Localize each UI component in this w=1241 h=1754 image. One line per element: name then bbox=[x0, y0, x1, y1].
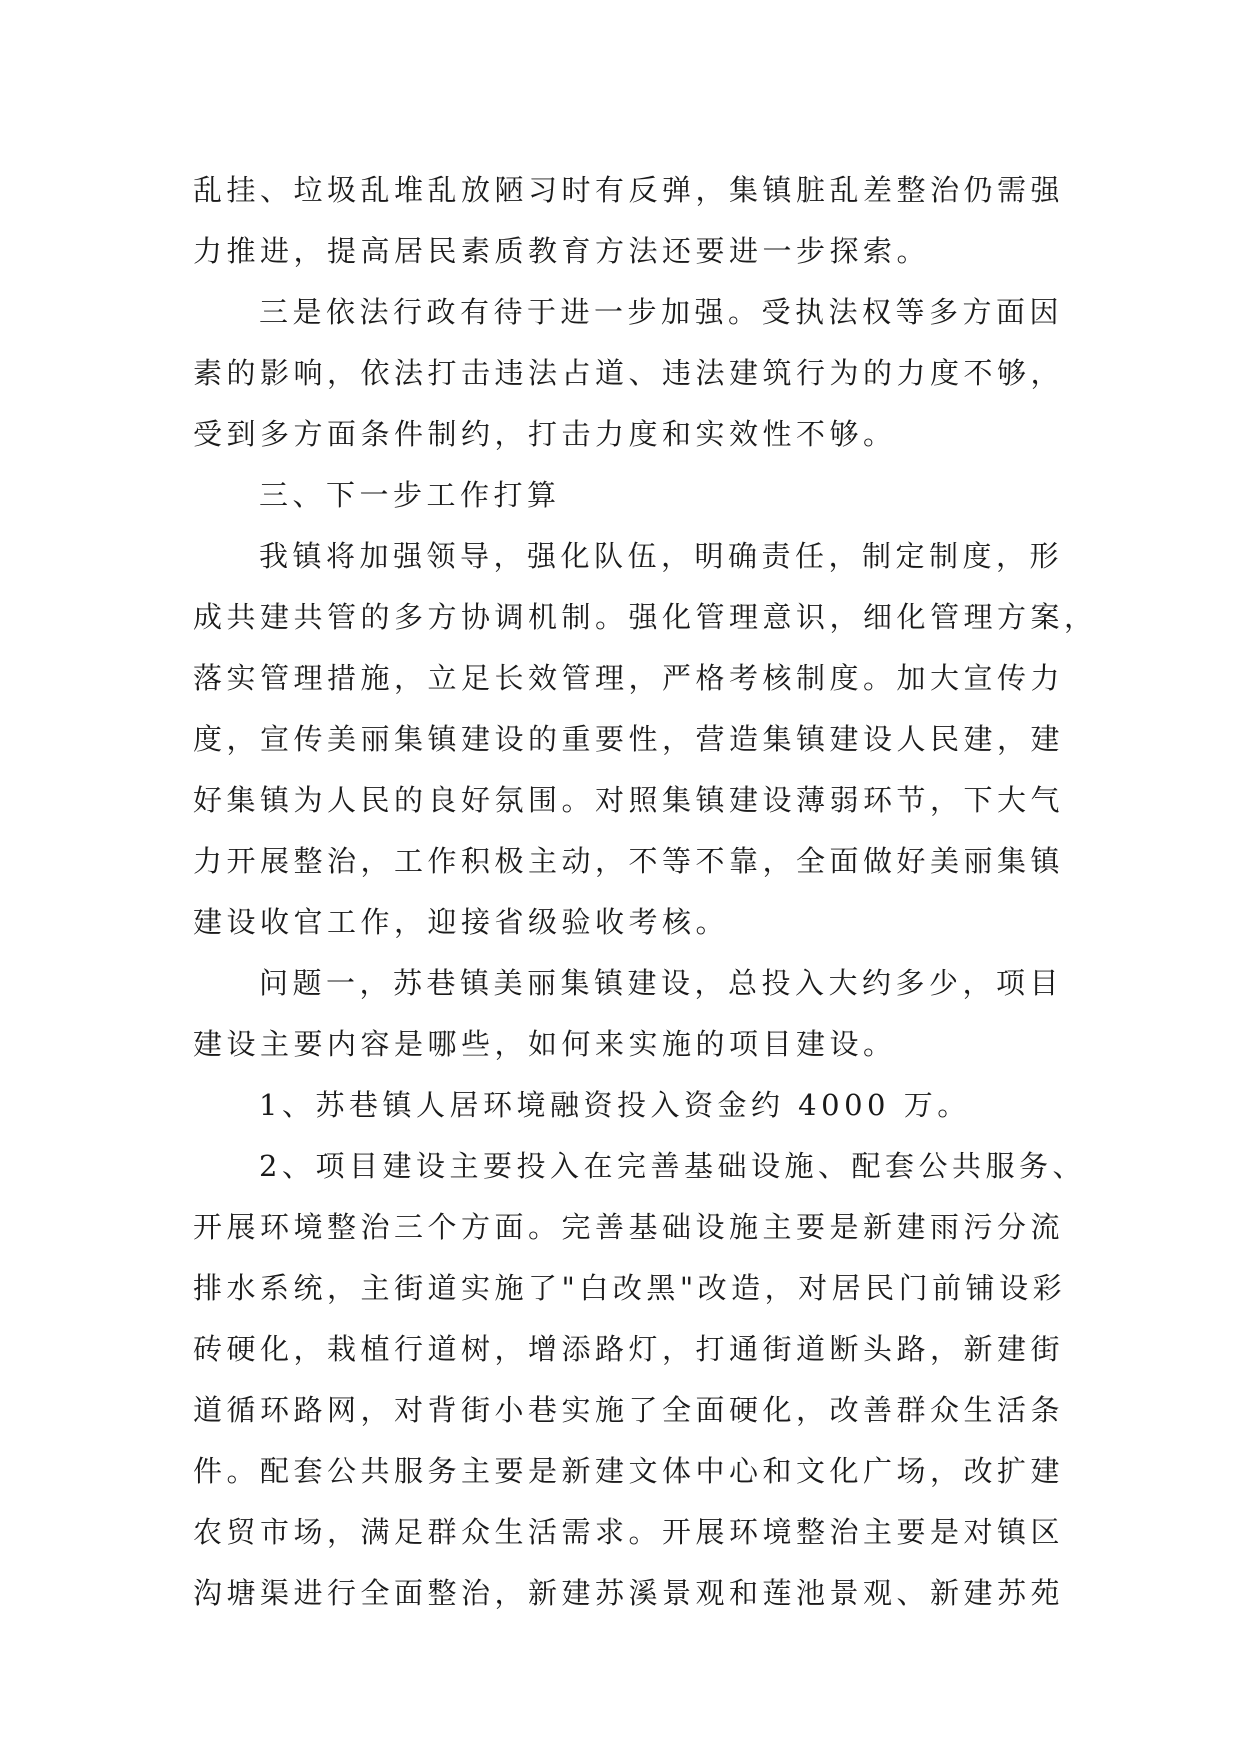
document-body bbox=[193, 160, 1098, 1624]
text-line: 素的影响，依法打击违法占道、违法建筑行为的力度不够， bbox=[193, 356, 1065, 390]
text-line: 开展环境整治三个方面。完善基础设施主要是新建雨污分流 bbox=[193, 1210, 1065, 1244]
list-item-2: 2、项目建设主要投入在完善基础设施、配套公共服务、 bbox=[259, 1149, 1086, 1183]
text-line: 砖硬化，栽植行道树，增添路灯，打通街道断头路，新建街 bbox=[193, 1332, 1065, 1366]
text-line: 受到多方面条件制约，打击力度和实效性不够。 bbox=[193, 417, 897, 451]
text-line: 度，宣传美丽集镇建设的重要性，营造集镇建设人民建，建 bbox=[193, 722, 1065, 756]
text-line: 落实管理措施，立足长效管理，严格考核制度。加大宣传力 bbox=[193, 661, 1065, 695]
text-line: 道循环路网，对背街小巷实施了全面硬化，改善群众生活条 bbox=[193, 1393, 1065, 1427]
paragraph-start-line: 我镇将加强领导，强化队伍，明确责任，制定制度，形 bbox=[259, 539, 1064, 573]
list-item-1: 1、苏巷镇人居环境融资投入资金约 4000 万。 bbox=[259, 1088, 971, 1122]
text-line: 好集镇为人民的良好氛围。对照集镇建设薄弱环节，下大气 bbox=[193, 783, 1065, 817]
text-line: 乱挂、垃圾乱堆乱放陋习时有反弹，集镇脏乱差整治仍需强 bbox=[193, 173, 1065, 207]
text-line: 力开展整治，工作积极主动，不等不靠，全面做好美丽集镇 bbox=[193, 844, 1065, 878]
text-line: 排水系统，主街道实施了"白改黑"改造，对居民门前铺设彩 bbox=[193, 1271, 1067, 1305]
section-heading: 三、下一步工作打算 bbox=[259, 478, 561, 512]
text-line: 建设主要内容是哪些，如何来实施的项目建设。 bbox=[193, 1027, 897, 1061]
paragraph-start-line: 三是依法行政有待于进一步加强。受执法权等多方面因 bbox=[259, 295, 1064, 329]
text-line: 沟塘渠进行全面整治，新建苏溪景观和莲池景观、新建苏苑 bbox=[193, 1576, 1065, 1610]
text-line: 成共建共管的多方协调机制。强化管理意识，细化管理方案， bbox=[193, 600, 1098, 634]
text-line: 农贸市场，满足群众生活需求。开展环境整治主要是对镇区 bbox=[193, 1515, 1065, 1549]
text-line: 件。配套公共服务主要是新建文体中心和文化广场，改扩建 bbox=[193, 1454, 1065, 1488]
text-line: 建设收官工作，迎接省级验收考核。 bbox=[193, 905, 730, 939]
question-line: 问题一，苏巷镇美丽集镇建设，总投入大约多少，项目 bbox=[259, 966, 1064, 1000]
text-line: 力推进，提高居民素质教育方法还要进一步探索。 bbox=[193, 234, 931, 268]
